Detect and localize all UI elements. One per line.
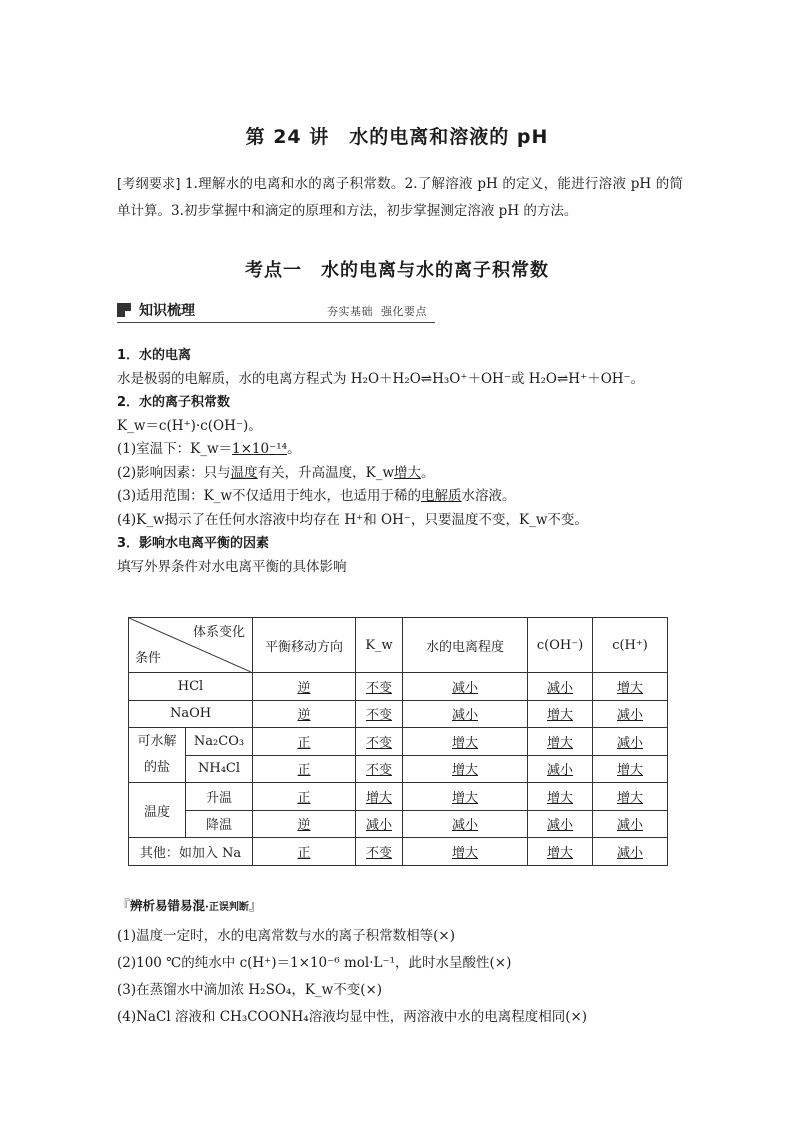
- answer-blank: 增大: [394, 464, 422, 481]
- text-span: (3)适用范围：: [117, 488, 204, 504]
- condition-cell: NH₄Cl: [186, 755, 253, 783]
- table-cell: [528, 838, 593, 866]
- group-cell-salt: [129, 728, 186, 783]
- text-span: 。: [421, 464, 435, 481]
- answer-blank: 增大: [546, 845, 573, 861]
- table-cell: [593, 838, 668, 866]
- answer-blank: 减小: [546, 818, 573, 834]
- heading-3: 3．影响水电离平衡的因素: [117, 536, 270, 551]
- answer-blank: 增大: [546, 790, 573, 806]
- requirements-text: 1.理解水的电离和水的离子积常数。2.了解溶液 pH 的定义，能进行溶液 pH 的简单计算。3.初步掌握中和滴定的原理和方法，初步掌握测定溶液 pH 的方法。: [117, 176, 683, 219]
- answer-blank: 增大: [451, 763, 478, 779]
- table-cell: [356, 810, 403, 838]
- text-span: 揭示了在任何水溶液中均存在 H⁺和 OH⁻，只要温度不变，K_w不变。: [164, 511, 588, 528]
- table-cell: [253, 783, 356, 811]
- text-span: K_w: [136, 511, 165, 528]
- answer-blank: 增大: [546, 708, 573, 724]
- heading-1: 1．水的电离: [117, 348, 192, 363]
- text-span: 。: [287, 441, 301, 457]
- answer-blank: 减小: [616, 735, 643, 751]
- answer-blank: 1×10⁻¹⁴: [232, 441, 288, 457]
- answer-blank: 减小: [451, 680, 478, 696]
- answer-blank: 逆: [297, 818, 311, 834]
- answer-blank: 增大: [451, 845, 478, 861]
- heading-2: 2．水的离子积常数: [117, 395, 231, 410]
- table-cell: [403, 838, 528, 866]
- table-cell: [356, 700, 403, 728]
- answer-blank: 正: [297, 763, 311, 779]
- judge-subtitle: 正误判断: [208, 902, 249, 913]
- answer-blank: 电解质: [421, 488, 462, 504]
- table-cell: [253, 838, 356, 866]
- answer-blank: 逆: [297, 708, 311, 724]
- answer-blank: 正: [297, 735, 311, 751]
- answer-blank: 温度: [230, 464, 258, 481]
- column-header: K_w: [356, 618, 403, 673]
- condition-cell: HCl: [129, 673, 253, 701]
- condition-cell: Na₂CO₃: [186, 728, 253, 756]
- answer-blank: 不变: [365, 845, 392, 861]
- table-cell: [253, 728, 356, 756]
- table-cell: [528, 700, 593, 728]
- knowledge-title: 知识梳理: [139, 303, 195, 319]
- table-cell: [593, 728, 668, 756]
- table-cell: [528, 755, 593, 783]
- answer-blank: 减小: [616, 708, 643, 724]
- table-intro: 填写外界条件对水电离平衡的具体影响: [117, 558, 347, 575]
- dot-separator: ·: [205, 902, 209, 913]
- answer-blank: 减小: [546, 763, 573, 779]
- table-cell: [528, 673, 593, 701]
- table-cell: [356, 728, 403, 756]
- paragraph-scope: [117, 485, 677, 509]
- knowledge-header: [117, 300, 435, 323]
- text-span: (2)影响因素：只与: [117, 464, 231, 481]
- judge-title: 辨析易错易混: [130, 898, 206, 913]
- judge-header: [117, 895, 262, 914]
- text-span: (4): [117, 511, 137, 528]
- table-cell: [356, 783, 403, 811]
- table-cell: [253, 700, 356, 728]
- table-cell: [528, 810, 593, 838]
- answer-blank: 减小: [365, 818, 392, 834]
- condition-cell: NaOH: [129, 700, 253, 728]
- answer-blank: 减小: [451, 818, 478, 834]
- knowledge-subtitle: [327, 303, 427, 319]
- text-span: 水溶液。: [461, 488, 516, 504]
- text-span: 有关，升高温度，: [257, 464, 366, 481]
- table-cell: [403, 673, 528, 701]
- table-cell: [593, 810, 668, 838]
- condition-cell: 降温: [186, 810, 253, 838]
- answer-blank: 减小: [451, 708, 478, 724]
- answer-blank: 不变: [365, 735, 392, 751]
- table-cell: [356, 755, 403, 783]
- requirements-label: [考纲要求]: [117, 177, 181, 192]
- table-row: [129, 810, 668, 838]
- knowledge-sub1: 夯实基础: [327, 305, 373, 318]
- judge-item: (1)温度一定时，水的电离常数与水的离子积常数相等(×): [117, 928, 455, 944]
- text-span: (1)室温下：: [117, 441, 191, 457]
- table-cell: [253, 755, 356, 783]
- table-row: [129, 700, 668, 728]
- bracket-open-icon: 『: [117, 899, 131, 914]
- answer-blank: 增大: [546, 735, 573, 751]
- text-span: 不仅适用于纯水，也适用于稀的: [232, 488, 422, 504]
- answer-blank: 减小: [546, 680, 573, 696]
- exam-requirements: [117, 171, 683, 225]
- column-header: 平衡移动方向: [253, 618, 356, 673]
- text-span: K_w: [365, 464, 395, 481]
- table-cell: [253, 810, 356, 838]
- paragraph-reveal: [117, 509, 677, 533]
- column-header: c(H⁺): [593, 618, 668, 673]
- answer-blank: 增大: [451, 735, 478, 751]
- paragraph-ionization: 水是极弱的电解质，水的电离方程式为 H₂O＋H₂O⇌H₃O⁺＋OH⁻或 H₂O⇌H⁺＋OH⁻。: [117, 370, 645, 387]
- group-cell-temperature: 温度: [129, 783, 186, 838]
- answer-blank: 减小: [616, 818, 643, 834]
- table-cell: [593, 700, 668, 728]
- table-cell: [528, 728, 593, 756]
- table-cell: [403, 755, 528, 783]
- answer-blank: 增大: [616, 790, 643, 806]
- column-header: 水的电离程度: [403, 618, 528, 673]
- answer-blank: 不变: [365, 708, 392, 724]
- table-row: [129, 783, 668, 811]
- judge-item: (2)100 ℃的纯水中 c(H⁺)＝1×10⁻⁶ mol·L⁻¹，此时水呈酸性(×): [117, 955, 512, 971]
- bracket-close-icon: 』: [248, 899, 262, 914]
- table-cell: [593, 783, 668, 811]
- answer-blank: 不变: [365, 763, 392, 779]
- answer-blank: 增大: [365, 790, 392, 806]
- text-span: K_w: [203, 488, 233, 504]
- table-cell: [253, 673, 356, 701]
- table-cell: [593, 755, 668, 783]
- answer-blank: 减小: [616, 845, 643, 861]
- answer-blank: 正: [297, 845, 311, 861]
- table-cell: [356, 673, 403, 701]
- kw-definition: K_w＝c(H⁺)·c(OH⁻)。: [117, 417, 262, 434]
- condition-cell: 升温: [186, 783, 253, 811]
- table-row: [129, 838, 668, 866]
- table-row: [129, 755, 668, 783]
- table-row: [129, 673, 668, 701]
- condition-cell: 其他：如加入 Na: [129, 838, 253, 866]
- influence-table: [128, 617, 668, 866]
- table-cell: [403, 783, 528, 811]
- table-cell: [403, 810, 528, 838]
- diagonal-header-cell: [129, 618, 253, 673]
- judge-item: (4)NaCl 溶液和 CH₃COONH₄溶液均显中性，两溶液中水的电离程度相同(×): [117, 1009, 588, 1025]
- group-label: 的盐: [143, 760, 170, 775]
- answer-blank: 增大: [616, 680, 643, 696]
- column-header: c(OH⁻): [528, 618, 593, 673]
- header-corner-bottom: 条件: [135, 651, 162, 666]
- answer-blank: 正: [297, 790, 311, 806]
- table-cell: [403, 700, 528, 728]
- paragraph-room-temp: [117, 438, 677, 462]
- paragraph-factors: [117, 462, 677, 486]
- answer-blank: 增大: [451, 790, 478, 806]
- page-title: 第 24 讲 水的电离和溶液的 pH: [245, 126, 549, 148]
- answer-blank: 逆: [297, 680, 311, 696]
- content-body: [117, 344, 677, 579]
- judge-list: [117, 923, 697, 1031]
- knowledge-sub2: 强化要点: [381, 305, 427, 318]
- answer-blank: 不变: [365, 680, 392, 696]
- answer-blank: 增大: [616, 763, 643, 779]
- table-cell: [593, 673, 668, 701]
- section-title: 考点一 水的电离与水的离子积常数: [245, 260, 549, 281]
- table-cell: [356, 838, 403, 866]
- text-span: K_w＝: [190, 441, 233, 457]
- square-icon: [117, 303, 131, 317]
- header-corner-top: 体系变化: [192, 625, 245, 640]
- table-cell: [403, 728, 528, 756]
- group-label: 可水解: [137, 734, 177, 749]
- judge-item: (3)在蒸馏水中滴加浓 H₂SO₄，K_w不变(×): [117, 982, 383, 998]
- table-row: [129, 728, 668, 756]
- table-cell: [528, 783, 593, 811]
- table-header-row: [129, 618, 668, 673]
